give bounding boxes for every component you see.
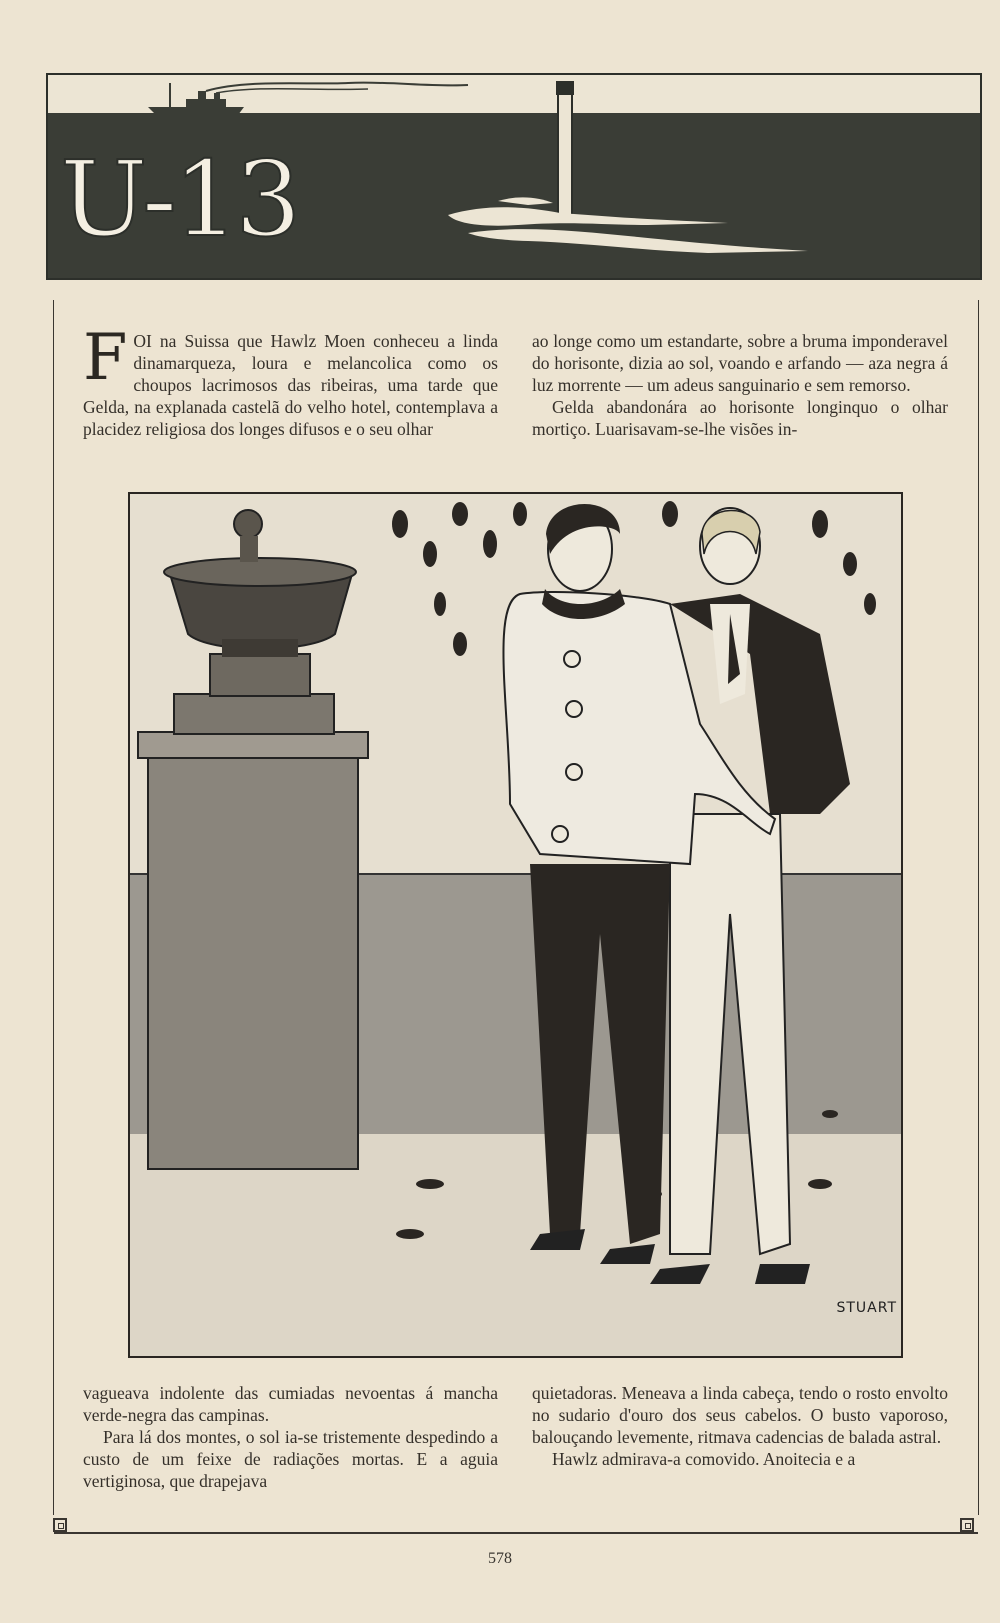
- drop-cap: F: [83, 321, 128, 395]
- paragraph: ao longe como um estandarte, sobre a bruma imponderavel do horisonte, dizia ao sol, voando e arfando — aza negra á luz morrente — um adeus sanguinario e sem remorso.: [532, 331, 948, 395]
- corner-ornament-left: [53, 1518, 67, 1532]
- lead-word: OI: [133, 331, 152, 351]
- paragraph: Gelda abandonára ao horisonte longinquo o olhar mortiço. Luarisavam-se-lhe visões in-: [532, 397, 948, 439]
- urn-ornament: [164, 510, 356, 657]
- text-column-bottom-right: [532, 1382, 948, 1470]
- paragraph: Hawlz admirava-a comovido. Anoitecia e a: [552, 1449, 856, 1469]
- paragraph: vagueava indolente das cumiadas nevoentas á mancha verde-negra das campinas.: [83, 1383, 498, 1425]
- artist-signature: STUART: [836, 1300, 897, 1316]
- text-column-top-right: [532, 330, 948, 440]
- page-number: 578: [488, 1550, 512, 1567]
- corner-ornament-right: [960, 1518, 974, 1532]
- paragraph: Para lá dos montes, o sol ia-se tristemente despedindo a custo de um feixe de radiações mortas. E a aguia vertiginosa, que drapejava: [83, 1427, 498, 1491]
- couple-illustration: [130, 494, 901, 1356]
- frame-bottom-rule: [54, 1532, 978, 1534]
- header-banner: [46, 73, 982, 280]
- article-title: U-13: [60, 138, 298, 260]
- text-column-bottom-left: [83, 1382, 498, 1492]
- frame-right-rule: [978, 300, 979, 1515]
- periscope-icon: [556, 81, 574, 219]
- text-column-top-left: [83, 321, 498, 440]
- paragraph: quietadoras. Meneava a linda cabeça, tendo o rosto envolto no sudario d'ouro dos seus cabelos. O busto vaporoso, balouçando levemente, ritmava cadencias de balada astral.: [532, 1383, 948, 1447]
- paragraph: na Suissa que Hawlz Moen conheceu a linda dinamarqueza, loura e melancolica como os choupos lacrimosos das ribeiras, uma tarde que Gelda, na explanada castelã do velho hotel, contemplava a placidez religiosa dos longes difusos e o seu olhar: [83, 331, 498, 439]
- illustration: [128, 492, 903, 1358]
- stone-pillar: [138, 654, 368, 1169]
- frame-left-rule: [53, 300, 54, 1515]
